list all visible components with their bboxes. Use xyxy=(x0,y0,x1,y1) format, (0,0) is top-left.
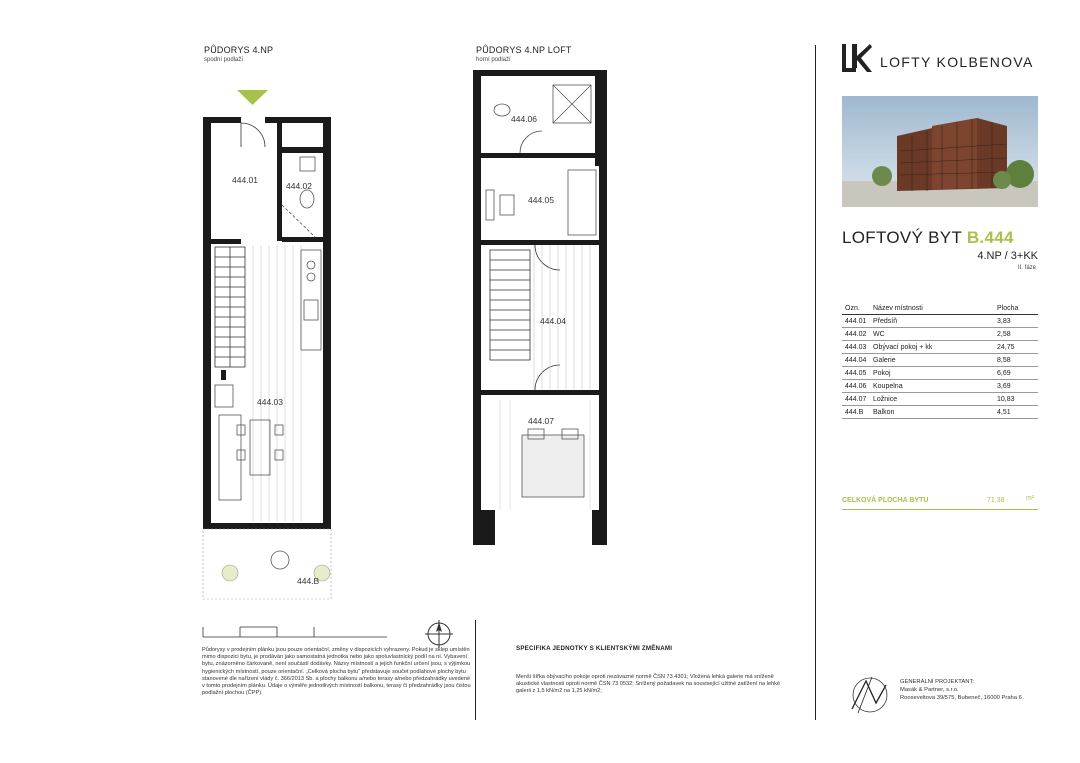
spec-text: Menší šířka obývacího pokoje oproti nezávazné normě ČSN 73 4301; Vložená lehká galerie má sníženě akustické vlastnosti oproti normě ČSN 73 0532; Snížený požadavek na související užitné zatížení na lehké galerii z 1,5 kN/m2 na 1,25 kN/m2; xyxy=(516,674,780,695)
cell-ozn: 444.03 xyxy=(842,341,870,354)
col-header-name: Název místnosti xyxy=(870,303,994,315)
lower-plan-title: PŮDORYS 4.NP xyxy=(204,45,274,55)
cell-area: 4,51 xyxy=(994,406,1038,419)
cell-name: Balkon xyxy=(870,406,994,419)
table-row xyxy=(842,380,1038,393)
lower-plan-subtitle: spodní podlaží xyxy=(204,57,244,63)
upper-bedroom xyxy=(522,429,584,497)
total-underline xyxy=(842,509,1038,510)
lower-kitchen xyxy=(301,250,321,350)
upper-plan-subtitle: horní podlaží xyxy=(476,57,511,63)
designer-address: Rooseveltova 39/575, Bubeneč, 16000 Praha 6 xyxy=(900,695,1022,701)
spec-title: SPECIFIKA JEDNOTKY S KLIENTSKÝMI ZMĚNAMI xyxy=(516,645,673,652)
cell-name: Galerie xyxy=(870,354,994,367)
upper-bathroom xyxy=(494,85,591,153)
col-header-ozn: Ozn. xyxy=(842,303,870,315)
room-label-444-03: 444.03 xyxy=(257,397,283,407)
building-photo xyxy=(842,96,1038,207)
total-area-value: 71,38 xyxy=(987,497,1005,504)
cell-area: 24,75 xyxy=(994,341,1038,354)
cell-name: Pokoj xyxy=(870,367,994,380)
unit-phase: II. fáze xyxy=(1017,265,1036,271)
unit-floor-type: 4.NP / 3+KK xyxy=(977,250,1038,262)
cell-area: 3,69 xyxy=(994,380,1038,393)
cell-area: 6,69 xyxy=(994,367,1038,380)
total-area-unit: m² xyxy=(1026,495,1035,502)
table-row xyxy=(842,328,1038,341)
room-label-444-b: 444.B xyxy=(297,576,320,586)
table-row xyxy=(842,367,1038,380)
north-arrow-icon xyxy=(425,620,455,650)
table-row xyxy=(842,393,1038,406)
cell-ozn: 444.07 xyxy=(842,393,870,406)
cell-ozn: 444.05 xyxy=(842,367,870,380)
lower-stair xyxy=(215,247,245,367)
unit-code: B.444 xyxy=(966,228,1014,247)
brand-name: LOFTY KOLBENOVA xyxy=(880,54,1034,70)
lower-floor-pattern xyxy=(253,245,301,521)
upper-floor-plan xyxy=(470,65,615,550)
notes-divider xyxy=(475,620,476,720)
lower-table xyxy=(237,420,283,475)
disclaimer-text: Půdorysy v prodejním plánku jsou pouze orientační, změny v dispozicích vyhrazeny. Pokud je sklep umístěn mimo dispozici bytu, je prodáván jako samostatná jednotka nebo jako spoluvlastnický podíl na ní. Vybavení bytu, znázorněno čárkovaně, není součástí dodávky. Názvy místností a jejich funkční určení jsou, s výjimkou hygienických místností, pouze orientační. „Celková plocha bytu" představuje součet podlahové plochy bytu stanovené dle nařízení vlády č. 366/2013 Sb. a plochy balkonu a/nebo terasy a/nebo předzahrádky uvedené v tomto prodejním plánku. Údaje o výměře jednotlivých místností balkonu, terasy či předzahrádky jsou čistou podlažní plochou (ČPP). xyxy=(202,647,471,697)
table-row xyxy=(842,315,1038,328)
upper-plan-title: PŮDORYS 4.NP LOFT xyxy=(476,45,572,55)
room-label-444-05: 444.05 xyxy=(528,195,554,205)
cell-ozn: 444.06 xyxy=(842,380,870,393)
table-row xyxy=(842,406,1038,419)
cell-ozn: 444.B xyxy=(842,406,870,419)
col-header-area: Plocha xyxy=(994,303,1038,315)
room-label-444-04: 444.04 xyxy=(540,316,566,326)
room-label-444-01: 444.01 xyxy=(232,175,258,185)
rooms-table-header xyxy=(842,303,1038,315)
cell-name: Koupelna xyxy=(870,380,994,393)
cell-area: 3,83 xyxy=(994,315,1038,328)
designer-heading: GENERÁLNÍ PROJEKTANT: xyxy=(900,679,974,685)
designer-logo-icon xyxy=(848,673,888,717)
lower-walls xyxy=(203,117,331,529)
cell-name: Předsíň xyxy=(870,315,994,328)
room-label-444-06: 444.06 xyxy=(511,114,537,124)
table-row xyxy=(842,354,1038,367)
entrance-arrow-icon xyxy=(237,90,268,105)
designer-company: Masák & Partner, s.r.o. xyxy=(900,687,959,693)
cell-area: 10,83 xyxy=(994,393,1038,406)
room-label-444-02: 444.02 xyxy=(286,181,312,191)
cell-area: 8,58 xyxy=(994,354,1038,367)
room-label-444-07: 444.07 xyxy=(528,416,554,426)
lower-balcony xyxy=(203,529,331,599)
cell-name: Ložnice xyxy=(870,393,994,406)
scale-bar-icon xyxy=(202,622,392,642)
cell-ozn: 444.01 xyxy=(842,315,870,328)
cell-ozn: 444.04 xyxy=(842,354,870,367)
sidebar-divider xyxy=(815,45,816,720)
unit-title: LOFTOVÝ BYT B.444 xyxy=(842,228,1014,247)
total-area-label: CELKOVÁ PLOCHA BYTU xyxy=(842,497,929,504)
cell-name: WC xyxy=(870,328,994,341)
cell-ozn: 444.02 xyxy=(842,328,870,341)
designer-info xyxy=(900,678,1022,702)
table-row xyxy=(842,341,1038,354)
cell-name: Obývací pokoj + kk xyxy=(870,341,994,354)
brand-logo-icon xyxy=(842,44,872,72)
rooms-table xyxy=(842,303,1038,419)
lower-floor-plan xyxy=(195,85,355,605)
cell-area: 2,58 xyxy=(994,328,1038,341)
